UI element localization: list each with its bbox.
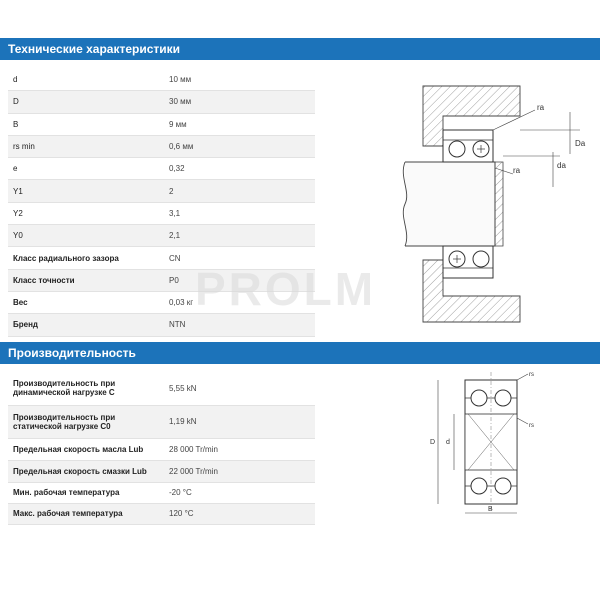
ra-mid-label: ra [513,166,521,175]
spec-value: 30 мм [164,91,315,113]
rs-mid-label: rs [529,423,534,429]
spec-value: 0,03 кг [164,291,315,313]
rs-top-label: rs [529,372,534,378]
ra-top-label: ra [537,103,545,112]
spec-key: e [8,158,164,180]
perf-value: 1,19 kN [164,405,315,438]
da-label: da [557,161,566,170]
table-row [8,225,315,247]
performance-header [0,342,600,364]
table-row [8,503,315,524]
perf-key: Производительность при динамической нагрузке C [8,372,164,405]
table-row [8,202,315,224]
table-row [8,180,315,202]
table-row [8,482,315,503]
table-row [8,91,315,113]
perf-value: -20 °C [164,482,315,503]
spec-value: NTN [164,314,315,336]
spec-value: 10 мм [164,69,315,91]
perf-value: 28 000 Tr/min [164,438,315,460]
spec-key: rs min [8,135,164,157]
spec-key: B [8,113,164,135]
D-label: D [430,439,436,446]
spec-value: 0,32 [164,158,315,180]
spec-key: Y2 [8,202,164,224]
table-row [8,372,315,405]
table-row [8,405,315,438]
table-row [8,438,315,460]
table-row [8,69,315,91]
bearing-dimension-diagram [410,368,560,523]
table-row [8,135,315,157]
table-row [8,113,315,135]
perf-value: 5,55 kN [164,372,315,405]
performance-title: Производительность [8,346,136,360]
spec-key: Y1 [8,180,164,202]
spec-key: Класс точности [8,269,164,291]
spec-key: d [8,69,164,91]
perf-value: 120 °C [164,503,315,524]
spec-value: 0,6 мм [164,135,315,157]
spec-key: Класс радиального зазора [8,247,164,269]
perf-key: Предельная скорость смазки Lub [8,460,164,482]
spec-value: 2 [164,180,315,202]
spec-key: Y0 [8,225,164,247]
spec-value: 3,1 [164,202,315,224]
tech-specs-header [0,38,600,60]
B-label: B [488,506,493,513]
Da-label: Da [575,139,586,148]
tech-specs-title: Технические характеристики [8,42,181,56]
table-row [8,158,315,180]
mounting-diagram [395,82,595,327]
spec-value: 9 мм [164,113,315,135]
spec-key: Вес [8,291,164,313]
watermark: PROLM [195,263,377,315]
spec-value: 2,1 [164,225,315,247]
spec-value: P0 [164,269,315,291]
performance-table [8,372,315,525]
spec-key: Бренд [8,314,164,336]
d-label: d [446,439,450,446]
perf-key: Предельная скорость масла Lub [8,438,164,460]
spec-key: D [8,91,164,113]
spec-value: CN [164,247,315,269]
perf-key: Макс. рабочая температура [8,503,164,524]
table-row [8,460,315,482]
perf-key: Производительность при статической нагрузке C0 [8,405,164,438]
perf-value: 22 000 Tr/min [164,460,315,482]
perf-key: Мин. рабочая температура [8,482,164,503]
table-row [8,314,315,336]
